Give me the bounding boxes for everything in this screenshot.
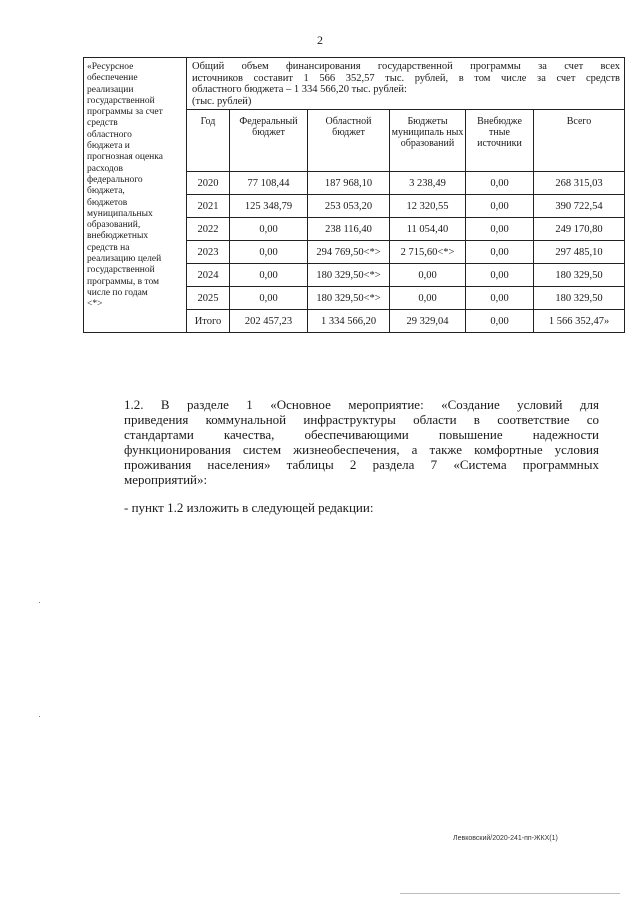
resource-label-text: «Ресурсное обеспечение реализации государственной программы за счет средств областного бюджета и прогнозная оценка расходов федерального бюджета, бюджетов муниципальных образований, внебюджетных средств на реализацию целей государственной программы, в том числе по годам <*> (87, 62, 163, 310)
cell-federal: 0,00 (230, 218, 308, 241)
cell-year: 2020 (187, 172, 230, 195)
cell-total: 180 329,50 (534, 264, 625, 287)
header-municipal: Бюджеты муниципаль ных образований (390, 110, 466, 172)
cell-year: 2022 (187, 218, 230, 241)
funding-intro: Общий объем финансирования государственной программы за счет всех источников составит 1 566 352,57 тыс. рублей, в том числе за счет средств областного бюджета – 1 334 566,20 тыс. рублей: (тыс. рублей) (187, 58, 625, 110)
page-number: 2 (317, 33, 323, 47)
cell-year: 2021 (187, 195, 230, 218)
cell-year: 2025 (187, 287, 230, 310)
header-year: Год (187, 110, 230, 172)
header-regional: Областной бюджет (308, 110, 390, 172)
cell-municipal: 11 054,40 (390, 218, 466, 241)
cell-regional: 180 329,50<*> (308, 287, 390, 310)
scan-edge-line (400, 893, 620, 894)
cell-offbudget: 0,00 (466, 264, 534, 287)
cell-municipal: 0,00 (390, 287, 466, 310)
cell-total: 1 566 352,47» (534, 310, 625, 333)
scan-speck (39, 602, 40, 603)
resource-label-cell (84, 58, 187, 333)
cell-regional: 253 053,20 (308, 195, 390, 218)
cell-municipal: 3 238,49 (390, 172, 466, 195)
cell-regional: 180 329,50<*> (308, 264, 390, 287)
cell-total: 297 485,10 (534, 241, 625, 264)
cell-municipal: 12 320,55 (390, 195, 466, 218)
cell-federal: 202 457,23 (230, 310, 308, 333)
cell-total: 249 170,80 (534, 218, 625, 241)
amendment-paragraph: 1.2. В разделе 1 «Основное мероприятие: «Создание условий для приведения коммунальной инфраструктуры области в соответствие со стандартами качества, обеспечивающими повышение надежности функционирования систем жизнеобеспечения, а также комфортные условия проживания населения» таблицы 2 раздела 7 «Система программных мероприятий»: (124, 397, 599, 487)
header-federal: Федеральный бюджет (230, 110, 308, 172)
scan-speck (39, 716, 40, 717)
cell-total: 390 722,54 (534, 195, 625, 218)
cell-offbudget: 0,00 (466, 310, 534, 333)
cell-federal: 0,00 (230, 287, 308, 310)
cell-federal: 77 108,44 (230, 172, 308, 195)
cell-year: 2023 (187, 241, 230, 264)
cell-municipal: 2 715,60<*> (390, 241, 466, 264)
cell-federal: 125 348,79 (230, 195, 308, 218)
cell-regional: 294 769,50<*> (308, 241, 390, 264)
cell-year: 2024 (187, 264, 230, 287)
cell-total-label: Итого (187, 310, 230, 333)
cell-offbudget: 0,00 (466, 241, 534, 264)
header-offbudget: Внебюдже тные источники (466, 110, 534, 172)
cell-regional: 187 968,10 (308, 172, 390, 195)
cell-total: 180 329,50 (534, 287, 625, 310)
cell-federal: 0,00 (230, 241, 308, 264)
cell-offbudget: 0,00 (466, 172, 534, 195)
cell-offbudget: 0,00 (466, 287, 534, 310)
cell-offbudget: 0,00 (466, 195, 534, 218)
document-footer-code: Левковский/2020-241-пп-ЖКХ(1) (453, 835, 558, 842)
amendment-bullet: - пункт 1.2 изложить в следующей редакции: (124, 500, 374, 515)
cell-offbudget: 0,00 (466, 218, 534, 241)
header-total: Всего (534, 110, 625, 172)
cell-regional: 238 116,40 (308, 218, 390, 241)
cell-municipal: 29 329,04 (390, 310, 466, 333)
cell-federal: 0,00 (230, 264, 308, 287)
cell-regional: 1 334 566,20 (308, 310, 390, 333)
resource-table (83, 57, 625, 333)
cell-total: 268 315,03 (534, 172, 625, 195)
cell-municipal: 0,00 (390, 264, 466, 287)
